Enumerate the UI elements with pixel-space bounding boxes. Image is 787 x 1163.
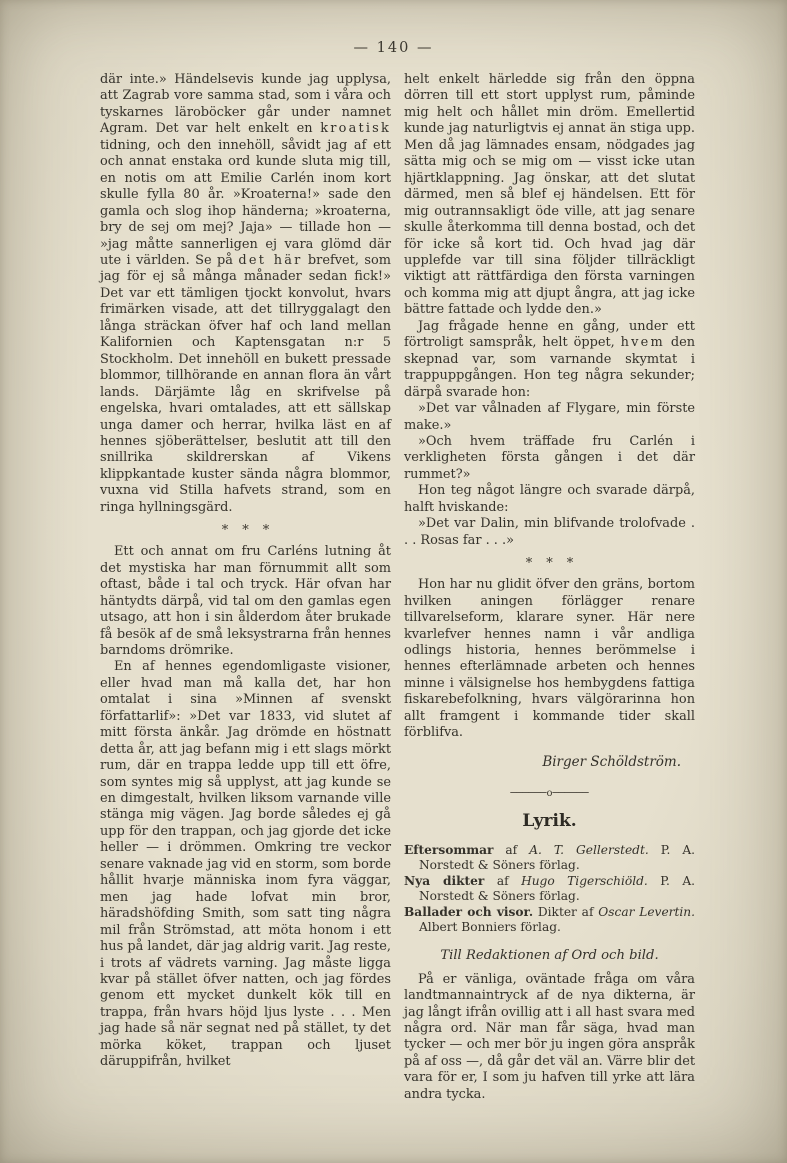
book-entry (404, 874, 695, 904)
page-number: — 140 — (353, 40, 434, 56)
asterism-separator: *** (525, 556, 588, 572)
book-publisher: Albert Bonniers förlag. (419, 919, 561, 934)
book-title: Nya dikter (404, 873, 485, 888)
book-author: A. T. Gellerstedt. (529, 842, 649, 857)
author-signature: Birger Schöldström. (542, 753, 681, 770)
paragraph: Ett och annat om fru Carléns lutning åt det mystiska har man förnummit allt som oftast, både i tal och tryck. Här ofvan har häntydts därpå, vid tal om den gamlas egen utsago, att hon i sin ålderdom åter brukade få besök af de små leksystrarna från hennes barndoms drömrike. (100, 544, 391, 658)
left-column (100, 72, 391, 1103)
text-run: af (493, 842, 530, 857)
paragraph: helt enkelt härledde sig från den öppna dörren till ett stort upplyst rum, påminde mig helt och hållet min dröm. Emellertid kunde jag naturligtvis ej annat än stiga upp. Men då jag lämnades ensam, nödgades jag sätta mig och se mig om — visst icke utan hjärtklappning. Jag önskar, att det slutat därmed, men så blef ej händelsen. Ett för mig outrannsakligt öde ville, att jag senare skulle återkomma till denna bostad, och det för icke så kort tid. Och hvad jag där upplefde var till sina följder tillräckligt viktigt att rättfärdiga den första varningen och komma mig att djupt ångra, att jag icke bättre fattade och lydde den.» (404, 72, 695, 318)
right-column (404, 72, 695, 1103)
paragraph: En af hennes egendomligaste visioner, eller hvad man må kalla det, har hon omtalat i sina »Minnen af svenskt författarlif»: »Det var 1833, vid slutet af mitt första änkår. Jag drömde en höstnatt detta år, att jag befann mig i ett slags mörkt rum, där en trappa ledde upp till ett öfre, som syntes mig så upplyst, att jag kunde se en dimgestalt, hvilken liksom varnande ville stänga mig vägen. Jag borde således ej gå upp för den trappan, och jag gjorde det icke heller — i drömmen. Omkring tre veckor senare vaknade jag vid en storm, som borde hållit hvarje människa inom fyra väggar, men jag hade lofvat min bror, häradshöfding Smith, som satt ting några mil från Strömstad, att möta honom i ett hus på landet, där jag aldrig varit. Jag reste, i trots af vädrets varning. Jag måste ligga kvar på stället öfver natten, och jag fördes genom ett mycket dunkelt kök till en trappa, från hvars höjd ljus lyste . . . Men jag hade så när segnat ned på stället, ty det mörka köket, trappan och ljuset däruppifrån, hvilket (100, 659, 391, 1070)
text-run: den skepnad var, som varnande skymtat i trappuppgången. Hon teg några sekunder; därpå svarade hon: (404, 335, 695, 400)
book-publisher: P. A. Norstedt & Söners förlag. (419, 873, 695, 903)
book-author: Hugo Tigerschiöld. (521, 873, 648, 888)
emphasized-text: kroatisk (320, 121, 391, 137)
paragraph: Hon har nu glidit öfver den gräns, bortom hvilken aningen förlägger renare tillvarelseform, klarare syner. Här nere kvarlefver hennes namn i vår andliga odlings historia, hennes berömmelse i hennes efterlämnade arbeten och hennes minne i välsignelse hos hembygdens fattiga fiskarebefolkning, hvars välgörarinna hon allt framgent i kommande tider skall förblifva. (404, 577, 695, 741)
section-heading-lyrik: Lyrik. (522, 810, 577, 831)
book-entry (404, 905, 695, 935)
section-divider-ornament: ──────o────── (510, 787, 589, 799)
text-run: af (484, 873, 522, 888)
text-run: brefvet, som jag för ej så många månader sedan fick!» Det var ett tämligen tjockt konvolut, hvars frimärken visade, att det tillryggalagt den långa sträckan öfver haf och land mellan Kalifornien och Kaptensgatan n:r 5 Stockholm. Det innehöll en bukett pressade blommor, tillhörande en annan flora än vårt lands. Därjämte låg en skrifvelse på engelska, hvari omtalades, att ett sällskap unga damer och herrar, hvilka läst en af hennes sjöberättelser, beslutit att till den snillrika skildrerskan af Vikens klippkantade kuster sända några blommor, vuxna vid Stilla hafvets strand, som en ringa hyllningsgärd. (100, 252, 391, 515)
paragraph: På er vänliga, oväntade fråga om våra landtmannaintryck af de nya dikterna, är jag långt ifrån ovillig att i all hast svara med några ord. När man får säga, hvad man tycker — och mer bör ju ingen göra anspråk på af oss —, då går det väl an. Värre blir det vara för er, I som ju hafven till yrke att lära andra tycka. (404, 971, 695, 1102)
review-address-line: Till Redaktionen af Ord och bild. (440, 947, 659, 963)
asterism-separator: *** (221, 523, 284, 539)
book-title: Eftersommar (404, 842, 494, 857)
dialogue-paragraph: »Det var vålnaden af Flygare, min förste make.» (404, 401, 695, 433)
book-title: Ballader och visor. (404, 904, 534, 919)
text-run: där inte.» Händelsevis kunde jag upplysa, att Zagrab vore samma stad, som i våra och tyskarnes läroböcker går under namnet Agram. Det var helt enkelt en (100, 72, 391, 137)
book-entry (404, 843, 695, 873)
two-column-text (100, 72, 695, 1103)
emphasized-text: hvem (620, 335, 665, 351)
book-author: Oscar Levertin. (598, 904, 696, 919)
dialogue-paragraph: »Det var Dalin, min blifvande trolofvade . . . Rosas far . . .» (404, 516, 695, 548)
text-run: Dikter af (533, 904, 599, 919)
dialogue-paragraph: »Och hvem träffade fru Carlén i verkligheten första gången i det där rummet?» (404, 433, 695, 482)
text-run: tidning, och den innehöll, såvidt jag af ett och annat enstaka ord kunde sluta mig till, en notis om att Emilie Carlén inom kort skulle fylla 80 år. »Kroaterna!» sade den gamla och slog ihop händerna; »kroaterna, bry de sej om mej? Jaja» — tillade hon — »jag måtte sannerligen ej vara glömd där ute i världen. Se på (100, 137, 391, 268)
book-publisher: P. A. Norstedt & Söners förlag. (419, 842, 696, 872)
paragraph (404, 319, 695, 401)
paragraph (100, 72, 391, 516)
text-run: Jag frågade henne en gång, under ett förtroligt samspråk, helt öppet, (404, 318, 695, 351)
paragraph: Hon teg något längre och svarade därpå, halft hviskande: (404, 483, 695, 515)
emphasized-text: det här (238, 252, 303, 268)
